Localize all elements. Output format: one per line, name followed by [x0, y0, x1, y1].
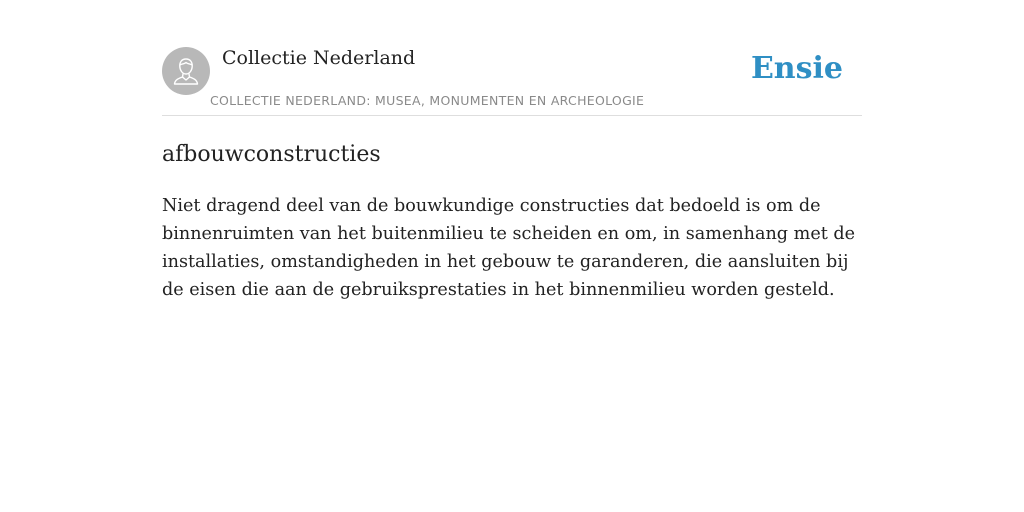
source-label[interactable]: COLLECTIE NEDERLAND: MUSEA, MONUMENTEN EN ARCHEOLOGIE	[210, 93, 645, 108]
user-silhouette-icon	[162, 47, 210, 95]
entry-term-title: afbouwconstructies	[162, 142, 381, 167]
ensie-logo-link[interactable]: Ensie	[750, 51, 843, 86]
author-avatar[interactable]	[162, 47, 210, 95]
author-name-link[interactable]: Collectie Nederland	[222, 47, 416, 69]
entry-header	[162, 38, 862, 116]
entry-definition-text: Niet dragend deel van de bouwkundige constructies dat bedoeld is om de binnenruimten van het buitenmilieu te scheiden en om, in samenhang met de installaties, omstandigheden in het gebouw te garanderen, die aansluiten bij de eisen die aan de gebruiksprestaties in het binnenmilieu worden gesteld.	[162, 196, 856, 300]
